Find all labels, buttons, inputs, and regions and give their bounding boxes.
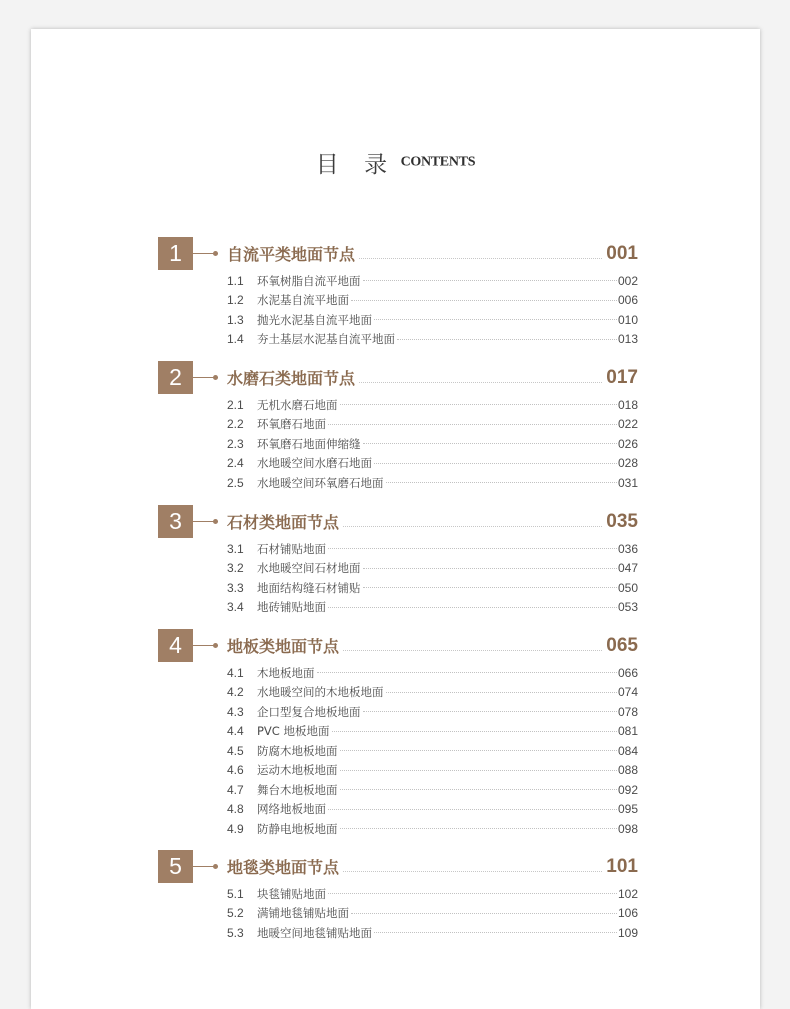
entry-title: 环氧磨石地面 [257, 417, 326, 432]
toc-entry[interactable] [158, 310, 638, 330]
leader-dots [351, 300, 617, 301]
toc-title [31, 146, 760, 179]
section-row [227, 365, 638, 389]
toc-entry[interactable] [158, 722, 638, 742]
leader-dots [351, 913, 617, 914]
connector-line [193, 521, 218, 522]
section-page-number: 001 [606, 243, 638, 264]
entry-page-number: 081 [617, 724, 638, 739]
entry-title: 无机水磨石地面 [257, 397, 338, 412]
toc-entry[interactable] [158, 434, 638, 454]
section-number-badge: 3 [158, 505, 193, 538]
toc-entry[interactable] [158, 780, 638, 800]
leader-dots [340, 789, 617, 790]
section-page-number: 035 [606, 511, 638, 532]
toc-entry[interactable] [158, 578, 638, 598]
entry-number: 2.1 [227, 397, 244, 412]
section-header[interactable] [158, 237, 638, 270]
toc-entry[interactable] [158, 598, 638, 618]
entry-number: 3.2 [227, 561, 244, 576]
entry-page-number: 050 [617, 580, 638, 595]
section-items [158, 395, 638, 493]
leader-dots [317, 672, 617, 673]
entry-page-number: 095 [617, 802, 638, 817]
leader-dots [328, 548, 617, 549]
entry-title: 地暖空间地毯铺贴地面 [257, 925, 372, 940]
entry-title: 防腐木地板地面 [257, 743, 338, 758]
toc-entry[interactable] [158, 395, 638, 415]
entry-page-number: 092 [617, 782, 638, 797]
section-header[interactable] [158, 505, 638, 538]
entry-page-number: 013 [617, 332, 638, 347]
section-page-number: 101 [606, 856, 638, 877]
entry-title: 网络地板地面 [257, 802, 326, 817]
toc-entry[interactable] [158, 741, 638, 761]
entry-title: 舞台木地板地面 [257, 782, 338, 797]
leader-dots [340, 750, 617, 751]
leader-dots [386, 482, 617, 483]
toc-section [158, 237, 638, 349]
entry-title: 木地板地面 [257, 665, 315, 680]
entry-page-number: 109 [617, 925, 638, 940]
entry-number: 5.2 [227, 906, 244, 921]
entry-page-number: 098 [617, 821, 638, 836]
leader-dots [386, 692, 617, 693]
toc-entry[interactable] [158, 884, 638, 904]
toc-entry[interactable] [158, 415, 638, 435]
leader-dots [328, 424, 617, 425]
entry-number: 3.1 [227, 541, 244, 556]
section-page-number: 065 [606, 635, 638, 656]
entry-number: 4.5 [227, 743, 244, 758]
leader-dots [328, 607, 617, 608]
entry-number: 1.4 [227, 332, 244, 347]
entry-page-number: 006 [617, 293, 638, 308]
entry-page-number: 018 [617, 397, 638, 412]
entry-page-number: 010 [617, 312, 638, 327]
leader-dots [340, 404, 617, 405]
document-page [31, 29, 760, 1009]
toc-entry[interactable] [158, 702, 638, 722]
toc-entry[interactable] [158, 761, 638, 781]
entry-title: 地砖铺贴地面 [257, 600, 326, 615]
toc-section [158, 361, 638, 493]
section-header[interactable] [158, 850, 638, 883]
entry-page-number: 066 [617, 665, 638, 680]
toc-entry[interactable] [158, 271, 638, 291]
toc-entry[interactable] [158, 539, 638, 559]
section-items [158, 663, 638, 839]
connector-line [193, 253, 218, 254]
section-number-badge: 2 [158, 361, 193, 394]
entry-title: 环氧树脂自流平地面 [257, 273, 361, 288]
entry-number: 3.4 [227, 600, 244, 615]
entry-number: 1.1 [227, 273, 244, 288]
entry-title: PVC 地板地面 [257, 724, 330, 739]
entry-title: 石材铺贴地面 [257, 541, 326, 556]
entry-title: 满铺地毯铺贴地面 [257, 906, 349, 921]
entry-title: 水泥基自流平地面 [257, 293, 349, 308]
entry-number: 4.6 [227, 763, 244, 778]
connector-line [193, 377, 218, 378]
section-number-badge: 4 [158, 629, 193, 662]
toc-entry[interactable] [158, 683, 638, 703]
entry-page-number: 084 [617, 743, 638, 758]
toc-entry[interactable] [158, 819, 638, 839]
entry-number: 5.1 [227, 886, 244, 901]
entry-title: 块毯铺贴地面 [257, 886, 326, 901]
section-items [158, 539, 638, 617]
entry-page-number: 026 [617, 436, 638, 451]
entry-page-number: 002 [617, 273, 638, 288]
entry-number: 4.9 [227, 821, 244, 836]
section-row [227, 633, 638, 657]
entry-number: 2.4 [227, 456, 244, 471]
toc-title-en: CONTENTS [400, 154, 476, 170]
entry-title: 夯土基层水泥基自流平地面 [257, 332, 395, 347]
entry-title: 水地暖空间的木地板地面 [257, 685, 384, 700]
leader-dots [363, 711, 617, 712]
entry-page-number: 036 [617, 541, 638, 556]
leader-dots [363, 568, 617, 569]
leader-dots [359, 382, 602, 383]
leader-dots [397, 339, 617, 340]
entry-page-number: 074 [617, 685, 638, 700]
entry-title: 企口型复合地板地面 [257, 704, 361, 719]
leader-dots [374, 463, 617, 464]
toc-entry[interactable] [158, 454, 638, 474]
entry-number: 2.5 [227, 475, 244, 490]
leader-dots [332, 731, 617, 732]
section-row [227, 509, 638, 533]
toc-section [158, 850, 638, 943]
toc-entry[interactable] [158, 473, 638, 493]
leader-dots [340, 828, 617, 829]
toc-entry[interactable] [158, 904, 638, 924]
section-title: 水磨石类地面节点 [227, 369, 356, 388]
entry-page-number: 022 [617, 417, 638, 432]
leader-dots [343, 871, 602, 872]
connector-line [193, 645, 218, 646]
section-title: 自流平类地面节点 [227, 245, 356, 264]
leader-dots [374, 932, 617, 933]
section-items [158, 271, 638, 349]
toc-entry[interactable] [158, 559, 638, 579]
entry-number: 4.7 [227, 782, 244, 797]
entry-number: 2.2 [227, 417, 244, 432]
leader-dots [359, 258, 602, 259]
toc-title-cn: 目 录 [315, 152, 397, 178]
toc-section [158, 505, 638, 617]
entry-title: 地面结构缝石材铺贴 [257, 580, 361, 595]
entry-title: 环氧磨石地面伸缩缝 [257, 436, 361, 451]
entry-title: 水地暖空间环氧磨石地面 [257, 475, 384, 490]
section-title: 石材类地面节点 [227, 513, 340, 532]
entry-number: 4.2 [227, 685, 244, 700]
entry-page-number: 106 [617, 906, 638, 921]
entry-page-number: 047 [617, 561, 638, 576]
leader-dots [343, 650, 602, 651]
entry-number: 4.1 [227, 665, 244, 680]
section-page-number: 017 [606, 367, 638, 388]
toc-entry[interactable] [158, 800, 638, 820]
leader-dots [363, 280, 617, 281]
toc-entry[interactable] [158, 663, 638, 683]
section-title: 地板类地面节点 [227, 637, 340, 656]
entry-page-number: 088 [617, 763, 638, 778]
toc-entry[interactable] [158, 291, 638, 311]
section-title: 地毯类地面节点 [227, 858, 340, 877]
leader-dots [328, 809, 617, 810]
section-number-badge: 5 [158, 850, 193, 883]
entry-number: 3.3 [227, 580, 244, 595]
entry-page-number: 031 [617, 475, 638, 490]
section-row [227, 854, 638, 878]
entry-page-number: 078 [617, 704, 638, 719]
connector-line [193, 866, 218, 867]
entry-title: 防静电地板地面 [257, 821, 338, 836]
entry-title: 水地暖空间水磨石地面 [257, 456, 372, 471]
entry-title: 运动木地板地面 [257, 763, 338, 778]
section-header[interactable] [158, 629, 638, 662]
entry-number: 1.3 [227, 312, 244, 327]
entry-title: 水地暖空间石材地面 [257, 561, 361, 576]
section-header[interactable] [158, 361, 638, 394]
entry-page-number: 028 [617, 456, 638, 471]
entry-number: 4.3 [227, 704, 244, 719]
section-row [227, 241, 638, 265]
section-items [158, 884, 638, 943]
leader-dots [343, 526, 602, 527]
leader-dots [340, 770, 617, 771]
section-number-badge: 1 [158, 237, 193, 270]
entry-number: 5.3 [227, 925, 244, 940]
entry-number: 4.8 [227, 802, 244, 817]
leader-dots [328, 893, 617, 894]
toc-entry[interactable] [158, 330, 638, 350]
leader-dots [363, 443, 617, 444]
entry-number: 1.2 [227, 293, 244, 308]
entry-page-number: 053 [617, 600, 638, 615]
leader-dots [363, 587, 617, 588]
leader-dots [374, 319, 617, 320]
entry-page-number: 102 [617, 886, 638, 901]
entry-number: 2.3 [227, 436, 244, 451]
entry-number: 4.4 [227, 724, 244, 739]
toc-section [158, 629, 638, 839]
toc-entry[interactable] [158, 923, 638, 943]
entry-title: 抛光水泥基自流平地面 [257, 312, 372, 327]
